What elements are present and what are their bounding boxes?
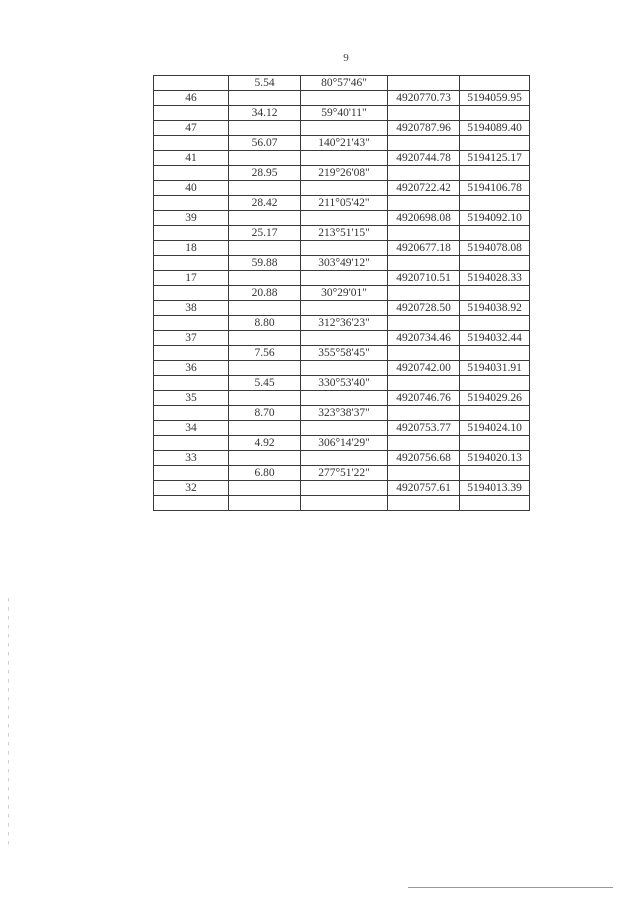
table-row	[154, 271, 530, 286]
point-number-cell: 36	[154, 361, 229, 376]
x-coordinate-cell	[388, 106, 460, 121]
bearing-angle-cell: 277°51'22"	[301, 466, 388, 481]
point-number-cell: 41	[154, 151, 229, 166]
bearing-angle-cell: 213°51'15"	[301, 226, 388, 241]
segment-length-cell: 8.80	[229, 316, 301, 331]
point-number-cell: 17	[154, 271, 229, 286]
x-coordinate-cell	[388, 226, 460, 241]
segment-length-cell: 34.12	[229, 106, 301, 121]
table-row	[154, 496, 530, 511]
table-row	[154, 256, 530, 271]
y-coordinate-cell	[460, 226, 530, 241]
segment-length-cell	[229, 181, 301, 196]
y-coordinate-cell	[460, 436, 530, 451]
bearing-angle-cell: 303°49'12"	[301, 256, 388, 271]
segment-length-cell	[229, 301, 301, 316]
bearing-angle-cell: 80°57'46"	[301, 76, 388, 91]
y-coordinate-cell: 5194013.39	[460, 481, 530, 496]
table-row	[154, 451, 530, 466]
bearing-angle-cell	[301, 391, 388, 406]
table-row	[154, 226, 530, 241]
point-number-cell	[154, 76, 229, 91]
bearing-angle-cell: 355°58'45"	[301, 346, 388, 361]
point-number-cell: 40	[154, 181, 229, 196]
segment-length-cell: 28.95	[229, 166, 301, 181]
bearing-angle-cell	[301, 211, 388, 226]
segment-length-cell: 4.92	[229, 436, 301, 451]
point-number-cell	[154, 466, 229, 481]
x-coordinate-cell: 4920677.18	[388, 241, 460, 256]
segment-length-cell: 5.54	[229, 76, 301, 91]
table-row	[154, 436, 530, 451]
bearing-angle-cell	[301, 121, 388, 136]
point-number-cell: 34	[154, 421, 229, 436]
y-coordinate-cell	[460, 256, 530, 271]
point-number-cell	[154, 436, 229, 451]
table-row	[154, 361, 530, 376]
table-row	[154, 91, 530, 106]
point-number-cell: 32	[154, 481, 229, 496]
x-coordinate-cell	[388, 436, 460, 451]
point-number-cell: 38	[154, 301, 229, 316]
segment-length-cell	[229, 391, 301, 406]
x-coordinate-cell: 4920710.51	[388, 271, 460, 286]
segment-length-cell: 28.42	[229, 196, 301, 211]
y-coordinate-cell	[460, 316, 530, 331]
point-number-cell: 33	[154, 451, 229, 466]
y-coordinate-cell	[460, 496, 530, 511]
x-coordinate-cell: 4920787.96	[388, 121, 460, 136]
x-coordinate-cell	[388, 466, 460, 481]
page-number: 9	[343, 52, 349, 64]
bearing-angle-cell	[301, 181, 388, 196]
y-coordinate-cell: 5194059.95	[460, 91, 530, 106]
segment-length-cell: 5.45	[229, 376, 301, 391]
table-row	[154, 316, 530, 331]
y-coordinate-cell: 5194106.78	[460, 181, 530, 196]
bearing-angle-cell: 312°36'23"	[301, 316, 388, 331]
y-coordinate-cell	[460, 376, 530, 391]
x-coordinate-cell: 4920734.46	[388, 331, 460, 346]
y-coordinate-cell: 5194028.33	[460, 271, 530, 286]
coordinates-table-body	[154, 76, 530, 511]
bearing-angle-cell	[301, 481, 388, 496]
segment-length-cell: 8.70	[229, 406, 301, 421]
table-row	[154, 421, 530, 436]
y-coordinate-cell: 5194078.08	[460, 241, 530, 256]
x-coordinate-cell	[388, 376, 460, 391]
bearing-angle-cell	[301, 361, 388, 376]
bearing-angle-cell: 330°53'40"	[301, 376, 388, 391]
segment-length-cell	[229, 271, 301, 286]
table-row	[154, 466, 530, 481]
y-coordinate-cell: 5194024.10	[460, 421, 530, 436]
point-number-cell: 46	[154, 91, 229, 106]
table-row	[154, 196, 530, 211]
bearing-angle-cell: 59°40'11"	[301, 106, 388, 121]
x-coordinate-cell	[388, 286, 460, 301]
x-coordinate-cell	[388, 406, 460, 421]
page-edge-dots	[8, 598, 10, 848]
x-coordinate-cell: 4920757.61	[388, 481, 460, 496]
point-number-cell	[154, 406, 229, 421]
bearing-angle-cell	[301, 301, 388, 316]
segment-length-cell	[229, 151, 301, 166]
y-coordinate-cell	[460, 196, 530, 211]
table-row	[154, 391, 530, 406]
x-coordinate-cell	[388, 166, 460, 181]
y-coordinate-cell: 5194029.26	[460, 391, 530, 406]
segment-length-cell: 59.88	[229, 256, 301, 271]
bearing-angle-cell: 140°21'43"	[301, 136, 388, 151]
table-row	[154, 241, 530, 256]
bearing-angle-cell	[301, 331, 388, 346]
y-coordinate-cell	[460, 346, 530, 361]
point-number-cell	[154, 496, 229, 511]
table-row	[154, 301, 530, 316]
segment-length-cell: 6.80	[229, 466, 301, 481]
table-row	[154, 376, 530, 391]
segment-length-cell	[229, 241, 301, 256]
y-coordinate-cell: 5194020.13	[460, 451, 530, 466]
segment-length-cell	[229, 331, 301, 346]
bearing-angle-cell: 323°38'37"	[301, 406, 388, 421]
segment-length-cell	[229, 121, 301, 136]
point-number-cell	[154, 286, 229, 301]
point-number-cell	[154, 346, 229, 361]
table-row	[154, 151, 530, 166]
bearing-angle-cell	[301, 451, 388, 466]
table-row	[154, 211, 530, 226]
x-coordinate-cell	[388, 316, 460, 331]
x-coordinate-cell	[388, 256, 460, 271]
y-coordinate-cell: 5194032.44	[460, 331, 530, 346]
x-coordinate-cell: 4920728.50	[388, 301, 460, 316]
x-coordinate-cell	[388, 196, 460, 211]
y-coordinate-cell	[460, 106, 530, 121]
table-row	[154, 121, 530, 136]
bearing-angle-cell: 306°14'29"	[301, 436, 388, 451]
segment-length-cell	[229, 421, 301, 436]
bearing-angle-cell: 219°26'08"	[301, 166, 388, 181]
bearing-angle-cell	[301, 91, 388, 106]
coordinates-table	[153, 75, 530, 511]
x-coordinate-cell: 4920698.08	[388, 211, 460, 226]
point-number-cell	[154, 376, 229, 391]
segment-length-cell: 7.56	[229, 346, 301, 361]
y-coordinate-cell: 5194038.92	[460, 301, 530, 316]
table-row	[154, 481, 530, 496]
table-row	[154, 406, 530, 421]
segment-length-cell	[229, 451, 301, 466]
y-coordinate-cell	[460, 466, 530, 481]
y-coordinate-cell: 5194089.40	[460, 121, 530, 136]
bearing-angle-cell	[301, 151, 388, 166]
table-row	[154, 76, 530, 91]
segment-length-cell	[229, 361, 301, 376]
point-number-cell: 39	[154, 211, 229, 226]
y-coordinate-cell	[460, 136, 530, 151]
table-row	[154, 181, 530, 196]
table-row	[154, 136, 530, 151]
segment-length-cell	[229, 211, 301, 226]
segment-length-cell	[229, 496, 301, 511]
segment-length-cell	[229, 481, 301, 496]
point-number-cell: 37	[154, 331, 229, 346]
x-coordinate-cell: 4920744.78	[388, 151, 460, 166]
point-number-cell: 18	[154, 241, 229, 256]
bearing-angle-cell	[301, 496, 388, 511]
bearing-angle-cell: 211°05'42"	[301, 196, 388, 211]
table-row	[154, 106, 530, 121]
point-number-cell	[154, 106, 229, 121]
point-number-cell	[154, 136, 229, 151]
segment-length-cell: 20.88	[229, 286, 301, 301]
x-coordinate-cell	[388, 76, 460, 91]
bearing-angle-cell	[301, 241, 388, 256]
point-number-cell	[154, 256, 229, 271]
table-row	[154, 346, 530, 361]
x-coordinate-cell	[388, 496, 460, 511]
point-number-cell	[154, 196, 229, 211]
y-coordinate-cell: 5194031.91	[460, 361, 530, 376]
bearing-angle-cell: 30°29'01"	[301, 286, 388, 301]
x-coordinate-cell	[388, 346, 460, 361]
x-coordinate-cell: 4920742.00	[388, 361, 460, 376]
y-coordinate-cell	[460, 286, 530, 301]
y-coordinate-cell	[460, 406, 530, 421]
segment-length-cell: 25.17	[229, 226, 301, 241]
x-coordinate-cell: 4920753.77	[388, 421, 460, 436]
x-coordinate-cell: 4920756.68	[388, 451, 460, 466]
table-row	[154, 166, 530, 181]
x-coordinate-cell: 4920746.76	[388, 391, 460, 406]
bearing-angle-cell	[301, 421, 388, 436]
x-coordinate-cell	[388, 136, 460, 151]
point-number-cell	[154, 166, 229, 181]
segment-length-cell: 56.07	[229, 136, 301, 151]
y-coordinate-cell	[460, 76, 530, 91]
y-coordinate-cell	[460, 166, 530, 181]
y-coordinate-cell: 5194092.10	[460, 211, 530, 226]
x-coordinate-cell: 4920770.73	[388, 91, 460, 106]
table-row	[154, 331, 530, 346]
point-number-cell	[154, 226, 229, 241]
bottom-divider-line	[408, 887, 613, 888]
point-number-cell: 35	[154, 391, 229, 406]
x-coordinate-cell: 4920722.42	[388, 181, 460, 196]
point-number-cell: 47	[154, 121, 229, 136]
point-number-cell	[154, 316, 229, 331]
segment-length-cell	[229, 91, 301, 106]
table-row	[154, 286, 530, 301]
y-coordinate-cell: 5194125.17	[460, 151, 530, 166]
bearing-angle-cell	[301, 271, 388, 286]
